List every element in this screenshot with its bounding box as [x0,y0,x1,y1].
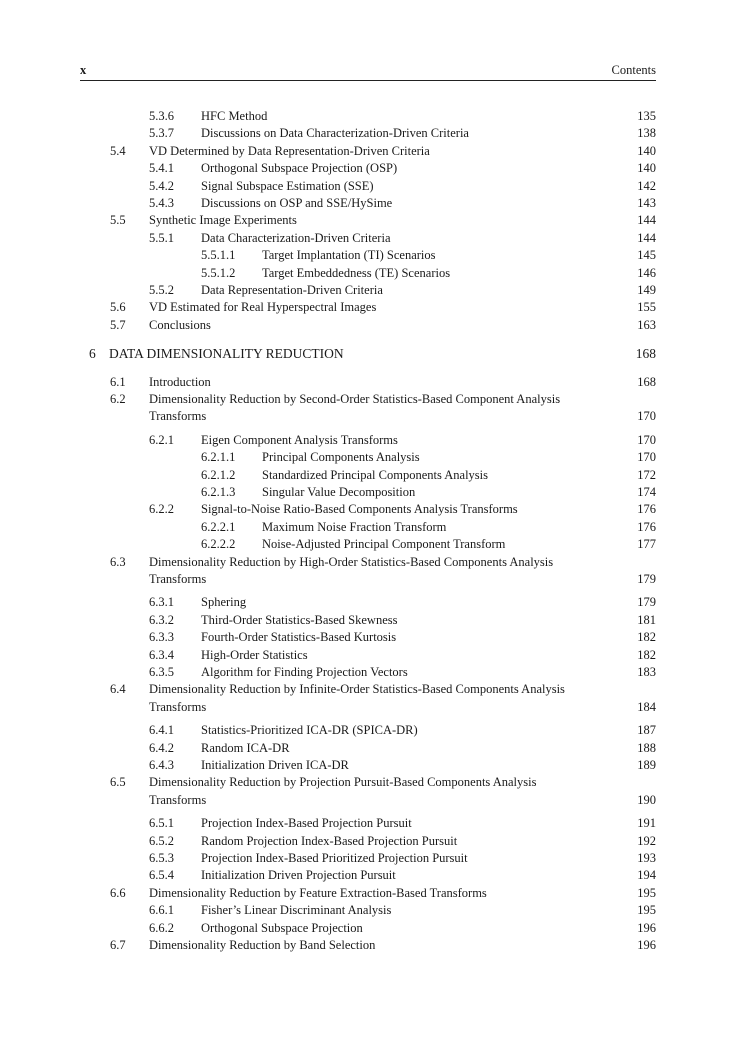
entry-title: Data Characterization-Driven Criteria [201,230,391,245]
entry-title: Initialization Driven Projection Pursuit [201,868,396,883]
entry-title: Signal Subspace Estimation (SSE) [201,178,374,193]
entry-number: 6.2.2.1 [201,519,236,534]
entry-page-number: 145 [637,248,656,263]
entry-page-number: 189 [637,758,656,772]
entry-number: 5.5.2 [149,283,174,297]
entry-number: 6.6.1 [149,903,174,918]
entry-number: 5.3.6 [149,109,174,123]
entry-number: 6.2.2.2 [201,537,236,552]
entry-number: 6.5 [110,775,126,790]
entry-number: 6.4.1 [149,723,174,738]
entry-page-number: 179 [637,595,656,610]
entry-title: Target Implantation (TI) Scenarios [262,248,436,263]
entry-number: 6.1 [110,374,126,389]
entry-number: 5.4.1 [149,161,174,176]
entry-number: 5.5.1 [149,230,174,245]
entry-page-number: 182 [637,630,656,645]
entry-title: Standardized Principal Components Analysis [262,467,489,482]
entry-page-number: 177 [637,537,656,552]
entry-page-number: 174 [637,485,656,499]
page-number: x [80,63,87,77]
entry-title: High-Order Statistics [201,647,308,662]
entry-title: Fisher’s Linear Discriminant Analysis [201,903,392,918]
entry-page-number: 195 [637,903,656,918]
entry-page-number: 196 [637,938,656,952]
entry-page-number: 140 [637,143,656,158]
entry-title: Initialization Driven ICA-DR [201,758,349,772]
entry-page-number: 184 [637,699,656,714]
entry-title: Principal Components Analysis [262,450,420,465]
entry-number: 6.3.5 [149,665,174,679]
entry-title: Transforms [149,792,207,807]
entry-title: Introduction [149,374,211,389]
entry-page-number: 194 [637,868,656,883]
entry-page-number: 170 [637,409,656,424]
entry-title: Dimensionality Reduction by Band Selection [149,938,376,952]
entry-page-number: 195 [637,885,656,900]
entry-title: Dimensionality Reduction by Infinite-Order Statistics-Based Components Analysis [149,682,565,697]
entry-page-number: 140 [637,161,656,176]
entry-page-number: 179 [637,572,656,586]
entry-number: 5.4.3 [149,196,174,210]
entry-page-number: 196 [637,920,656,935]
entry-title: Random ICA-DR [201,740,290,755]
entry-title: Statistics-Prioritized ICA-DR (SPICA-DR) [201,723,418,738]
entry-page-number: 143 [637,196,656,210]
entry-number: 6.7 [110,938,126,952]
entry-page-number: 176 [637,502,656,517]
entry-page-number: 168 [637,374,656,389]
entry-page-number: 146 [637,265,656,280]
entry-page-number: 149 [637,283,656,297]
entry-number: 5.6 [110,300,126,315]
entry-number: 6 [89,346,96,362]
entry-number: 6.2 [110,392,126,406]
entry-page-number: 181 [637,612,656,627]
entry-number: 5.4 [110,143,126,158]
entry-title: Projection Index-Based Projection Pursuit [201,816,412,831]
entry-page-number: 144 [637,230,656,245]
entry-page-number: 163 [637,317,656,332]
entry-title: Target Embeddedness (TE) Scenarios [262,265,451,280]
entry-title: Discussions on OSP and SSE/HySime [201,196,393,210]
entry-number: 6.5.1 [149,816,174,831]
entry-title: Transforms [149,409,207,424]
entry-page-number: 172 [637,467,656,482]
entry-title: Third-Order Statistics-Based Skewness [201,612,398,627]
entry-number: 6.6 [110,885,126,900]
entry-title: Singular Value Decomposition [262,485,416,499]
entry-number: 6.3.4 [149,647,174,662]
entry-page-number: 187 [637,723,656,738]
entry-number: 6.3.3 [149,630,174,645]
entry-number: 6.6.2 [149,920,174,935]
entry-number: 6.2.2 [149,502,174,517]
entry-number: 5.5.1.2 [201,265,236,280]
entry-title: HFC Method [201,109,268,123]
entry-number: 5.5.1.1 [201,248,236,263]
entry-number: 6.3.1 [149,595,174,610]
entry-title: Dimensionality Reduction by Projection Pursuit-Based Components Analysis [149,775,537,790]
entry-number: 6.2.1.3 [201,485,236,499]
entry-number: 6.4.3 [149,758,174,772]
entry-number: 5.3.7 [149,126,174,141]
entry-number: 6.5.3 [149,851,174,865]
entry-title: Conclusions [149,317,211,332]
entry-title: Signal-to-Noise Ratio-Based Components Analysis Transforms [201,502,518,517]
entry-title: Sphering [201,595,247,610]
entry-page-number: 170 [637,450,656,465]
entry-title: Transforms [149,572,207,586]
entry-title: Eigen Component Analysis Transforms [201,432,398,447]
entry-number: 6.2.1.1 [201,450,236,465]
entry-page-number: 138 [637,126,656,141]
entry-number: 6.5.4 [149,868,174,883]
entry-number: 5.4.2 [149,178,174,193]
entry-title: Discussions on Data Characterization-Driven Criteria [201,126,469,141]
entry-title: Dimensionality Reduction by High-Order Statistics-Based Components Analysis [149,554,554,569]
entry-title: Algorithm for Finding Projection Vectors [201,665,408,679]
entry-number: 6.4.2 [149,740,174,755]
entry-page-number: 135 [637,109,656,123]
entry-title: Fourth-Order Statistics-Based Kurtosis [201,630,397,645]
entry-title: DATA DIMENSIONALITY REDUCTION [109,346,344,362]
entry-page-number: 176 [637,519,656,534]
entry-title: Data Representation-Driven Criteria [201,283,383,297]
entry-title: Noise-Adjusted Principal Component Transform [262,537,506,552]
entry-page-number: 155 [637,300,656,315]
entry-title: Dimensionality Reduction by Feature Extraction-Based Transforms [149,885,487,900]
entry-page-number: 168 [635,346,656,362]
entry-title: Synthetic Image Experiments [149,213,297,228]
entry-page-number: 144 [637,213,656,228]
running-head [80,62,656,81]
entry-page-number: 190 [637,792,656,807]
entry-title: Projection Index-Based Prioritized Projection Pursuit [201,851,468,865]
entry-number: 6.4 [110,682,126,697]
entry-page-number: 170 [637,432,656,447]
entry-title: VD Determined by Data Representation-Driven Criteria [149,143,430,158]
running-title: Contents [611,63,656,77]
entry-page-number: 191 [637,816,656,831]
entry-title: Maximum Noise Fraction Transform [262,519,447,534]
entry-page-number: 183 [637,665,656,679]
entry-number: 6.5.2 [149,833,174,848]
entry-number: 6.3.2 [149,612,174,627]
entry-title: Random Projection Index-Based Projection Pursuit [201,833,458,848]
entry-number: 5.5 [110,213,126,228]
entry-number: 6.2.1 [149,432,174,447]
entry-page-number: 182 [637,647,656,662]
entry-title: Orthogonal Subspace Projection [201,920,363,935]
entry-number: 6.3 [110,554,126,569]
entry-number: 6.2.1.2 [201,467,236,482]
entry-page-number: 192 [637,833,656,848]
entry-number: 5.7 [110,317,126,332]
entry-title: Orthogonal Subspace Projection (OSP) [201,161,398,176]
entry-title: Transforms [149,699,207,714]
entry-page-number: 142 [637,178,656,193]
entry-page-number: 193 [637,851,656,865]
entry-title: Dimensionality Reduction by Second-Order Statistics-Based Component Analysis [149,392,561,406]
entry-page-number: 188 [637,740,656,755]
entry-title: VD Estimated for Real Hyperspectral Images [149,300,377,315]
